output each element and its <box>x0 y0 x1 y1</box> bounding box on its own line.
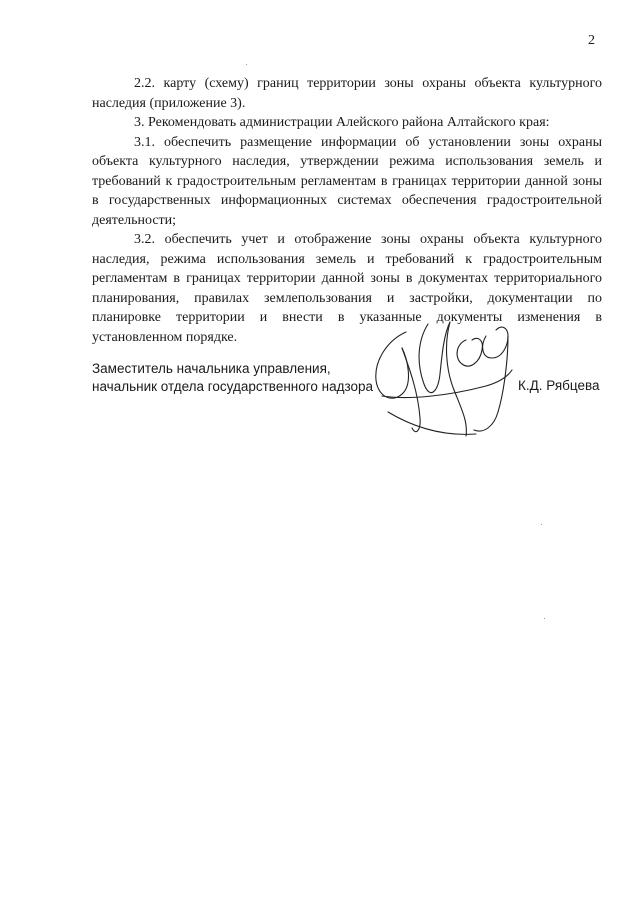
scan-speck <box>541 524 542 525</box>
scan-speck <box>246 64 247 65</box>
scan-speck <box>544 618 545 619</box>
page-number: 2 <box>588 33 595 48</box>
signatory-position <box>92 360 373 396</box>
paragraph-3-1: 3.1. обеспечить размещение информации об установлении зоны охраны объекта культурного наследия, утверждении режима использования земель и требований к градостроительным регламентам в границах территории данной зоны в государственных информационных системах обеспечения градостроительной деятельности; <box>92 134 602 228</box>
paragraph-2-2: 2.2. карту (схему) границ территории зоны охраны объекта культурного наследия (приложение 3). <box>92 76 602 111</box>
handwritten-signature <box>358 300 538 450</box>
paragraph-3-2: 3.2. обеспечить учет и отображение зоны охраны объекта культурного наследия, режима использования земель и требований к градостроительным регламентам в границах территории данной зоны в документах территориального планирования, правилах землепользования и застройки, документации по планировке территории и внести в указанные документы изменения в установленном порядке. <box>92 232 602 345</box>
paragraph-3: 3. Рекомендовать администрации Алейского района Алтайского края: <box>134 115 550 130</box>
signatory-position-line2: начальник отдела государственного надзора <box>92 379 374 394</box>
signatory-name: К.Д. Рябцева <box>518 378 600 393</box>
signatory-position-line1: Заместитель начальника управления, <box>92 361 331 376</box>
